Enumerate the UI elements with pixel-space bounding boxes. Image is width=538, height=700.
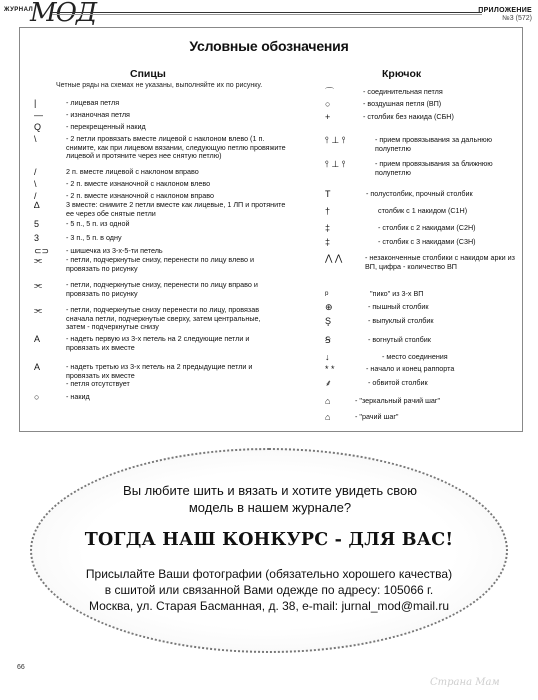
crochet-description: - "зеркальный рачий шаг": [355, 396, 441, 405]
knit-description: - 5 п., 5 п. из одной: [66, 219, 130, 228]
knit-symbol: |: [34, 98, 37, 108]
knit-description: - петли, подчеркнутые снизу, перенести по лицу вправо и провязать по рисунку: [66, 280, 258, 298]
contest-address: [70, 566, 468, 614]
knit-symbol: /: [34, 191, 37, 201]
header-rule: [52, 12, 482, 13]
crochet-description: - столбик с 2 накидами (С2Н): [378, 223, 476, 232]
crochet-symbol: Ş: [325, 316, 332, 326]
knit-description: - надеть первую из 3-х петель на 2 следующие петли и провязать их вместе: [66, 334, 250, 352]
crochet-description: - пышный столбик: [368, 302, 429, 311]
crochet-description: - соединительная петля: [363, 87, 443, 96]
knit-symbol: ○: [34, 392, 40, 402]
magazine-label: ЖУРНАЛ: [4, 7, 34, 13]
crochet-symbol: †: [325, 206, 331, 216]
knit-symbol: ⫘: [34, 255, 43, 265]
knit-symbol: 5: [34, 219, 40, 229]
knit-description: - накид: [66, 392, 90, 401]
knit-description: - лицевая петля: [66, 98, 120, 107]
crochet-symbol: ‡: [325, 237, 331, 247]
crochet-symbol: ○: [325, 99, 331, 109]
knit-description: - петли, подчеркнутые снизу перенести по лицу, провязав сначала петли, подчеркнутые сверху, затем центральные, затем - подчеркнутые снизу: [66, 305, 261, 332]
knit-description: - петля отсутствует: [66, 379, 130, 388]
knit-description: - надеть третью из 3-х петель на 2 предыдущие петли и провязать их вместе: [66, 362, 253, 380]
legend-title: Условные обозначения: [189, 38, 349, 54]
crochet-symbol: ⊕: [325, 302, 333, 312]
contest-question: Вы любите шить и вязать и хотите увидеть свою модель в нашем журнале?: [123, 483, 417, 515]
crochet-symbol: ⫯ ⊥ ⫯: [325, 159, 346, 169]
magazine-logo: МОД: [30, 0, 97, 28]
crochet-description: - столбик без накида (СБН): [363, 112, 454, 121]
crochet-symbol: +: [325, 112, 331, 122]
crochet-description: столбик с 1 накидом (С1Н): [378, 206, 468, 215]
knit-description: - 2 петли провязать вместе лицевой с наклоном влево (1 п. снимите, как при лицевом вязании, следующую петлю провяжите лицевой и протяните через нее снятую петлю): [66, 134, 286, 161]
knit-symbol: Q: [34, 122, 42, 132]
crochet-description: - начало и конец раппорта: [366, 364, 455, 373]
crochet-symbol: T: [325, 189, 331, 199]
knit-description: - петли, подчеркнутые снизу, перенести по лицу влево и провязать по рисунку: [66, 255, 255, 273]
knit-description: - изнаночная петля: [66, 110, 130, 119]
knit-description: - 2 п. вместе изнаночной с наклоном влево: [66, 179, 211, 188]
knit-description: - 2 п. вместе изнаночной с наклоном вправо: [66, 191, 214, 200]
supplement-label: ПРИЛОЖЕНИЕ: [478, 7, 532, 14]
crochet-description: - столбик с 3 накидами (С3Н): [378, 237, 476, 246]
crochet-description: - прием провязывания за дальнюю полупетлю: [375, 135, 492, 153]
knit-symbol: —: [34, 110, 43, 120]
knit-description: - шишечка из 3-х-5-ти петель: [66, 246, 163, 255]
header-rule-thin: [52, 14, 482, 15]
knit-symbol: \: [34, 179, 37, 189]
contest-line-1: Присылайте Ваши фотографии (обязательно хорошего качества): [85, 567, 453, 581]
contest-line-2: в сшитой или связанной Вами одежде по адресу: 105066 г.: [104, 583, 434, 597]
crochet-description: - место соединения: [382, 352, 448, 361]
crochet-symbol: ⸙: [325, 378, 332, 388]
knit-description: - перекрещенный накид: [66, 122, 146, 131]
knit-symbol: 3: [34, 233, 40, 243]
knit-symbol: /: [34, 167, 37, 177]
crochet-symbol: * *: [325, 364, 335, 374]
knit-description: 3 вместе: снимите 2 петли вместе как лицевые, 1 ЛП и протяните ее через обе снятые петли: [66, 200, 286, 218]
crochet-description: - прием провязывания за ближнюю полупетлю: [375, 159, 493, 177]
contest-headline: ТОГДА НАШ КОНКУРС - ДЛЯ ВАС!: [84, 530, 454, 550]
crochet-description: "пико" из 3-х ВП: [370, 289, 424, 298]
crochet-symbol: ⌂: [325, 396, 331, 406]
knitting-note: Четные ряды на схемах не указаны, выполняйте их по рисунку.: [56, 82, 263, 89]
knit-symbol: ⫘: [34, 305, 43, 315]
crochet-description: - выпуклый столбик: [368, 316, 434, 325]
knit-description: - 3 п., 5 п. в одну: [66, 233, 122, 242]
watermark: Страна Мам: [430, 677, 500, 688]
crochet-symbol: ‡: [325, 223, 331, 233]
knit-symbol: A: [34, 362, 41, 372]
crochet-description: - "рачий шаг": [355, 412, 399, 421]
page-header: [0, 0, 538, 26]
crochet-symbol: ↓: [325, 352, 330, 362]
crochet-description: - полустолбик, прочный столбик: [366, 189, 473, 198]
crochet-description: - незаконченные столбики с накидом арки из ВП, цифра - количество ВП: [365, 253, 515, 271]
crochet-description: - обвитой столбик: [368, 378, 428, 387]
knit-description: 2 п. вместе лицевой с наклоном вправо: [66, 167, 199, 176]
crochet-symbol: ⌒: [325, 87, 335, 97]
knit-symbol: ⊂⊃: [34, 246, 50, 256]
page-number: 66: [17, 664, 25, 671]
knitting-heading: Спицы: [130, 68, 166, 80]
contest-line-3: Москва, ул. Старая Басманная, д. 38, e-mail: jurnal_mod@mail.ru: [88, 599, 450, 613]
crochet-symbol: ⫯ ⊥ ⫯: [325, 135, 346, 145]
knit-symbol: ⫘: [34, 280, 43, 290]
crochet-description: - воздушная петля (ВП): [363, 99, 442, 108]
knit-symbol: A: [34, 334, 41, 344]
crochet-symbol: ⋀ ⋀: [325, 253, 343, 263]
crochet-heading: Крючок: [382, 68, 422, 80]
knit-symbol: \: [34, 134, 37, 144]
contest-oval: [30, 448, 508, 653]
crochet-description: - вогнутый столбик: [368, 335, 431, 344]
knit-symbol: ∆: [34, 200, 40, 210]
crochet-symbol: ᵖ: [325, 289, 329, 299]
crochet-symbol: Ꞩ: [325, 335, 331, 345]
crochet-symbol: ⌂: [325, 412, 331, 422]
issue-number: №3 (572): [502, 15, 532, 22]
